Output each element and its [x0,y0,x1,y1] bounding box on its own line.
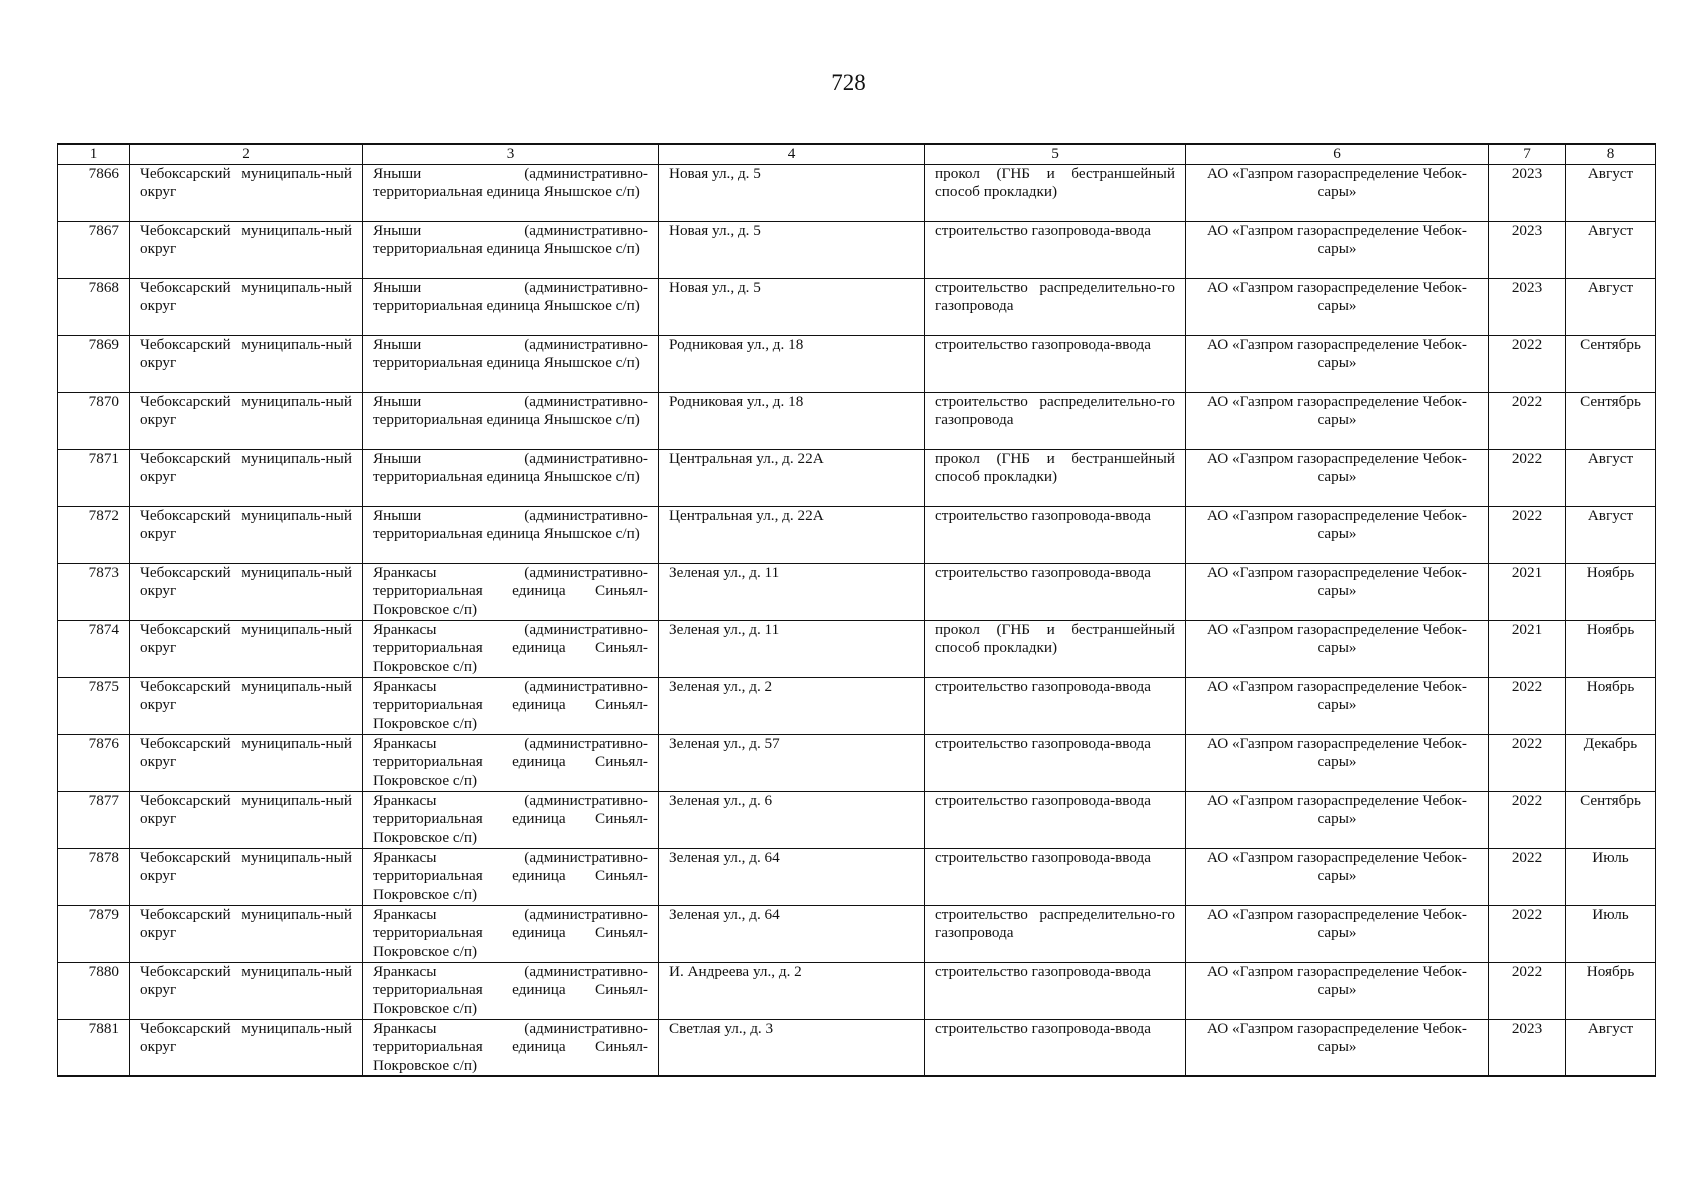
table-row [58,848,1656,905]
municipality-cell: Чебоксарский муниципаль-ный округ [130,392,363,449]
municipality-cell: Чебоксарский муниципаль-ный округ [130,563,363,620]
row-number-cell: 7869 [58,335,130,392]
year-cell: 2022 [1489,962,1566,1019]
work-type-cell: строительство газопровода-ввода [925,221,1186,278]
column-header-1: 1 [58,144,130,164]
work-type-cell: строительство газопровода-ввода [925,962,1186,1019]
work-type-cell: прокол (ГНБ и бестраншейный способ прокладки) [925,164,1186,221]
municipality-cell: Чебоксарский муниципаль-ный округ [130,506,363,563]
municipality-cell: Чебоксарский муниципаль-ный округ [130,677,363,734]
month-cell: Август [1566,221,1656,278]
settlement-cell: Яранкасы (административно-территориальная единица Синьял-Покровское с/п) [363,905,659,962]
settlement-cell: Яранкасы (административно-территориальная единица Синьял-Покровское с/п) [363,734,659,791]
address-cell: Центральная ул., д. 22А [659,449,925,506]
table-row [58,164,1656,221]
settlement-cell: Яныши (административно-территориальная единица Янышское с/п) [363,506,659,563]
organization-cell: АО «Газпром газораспределение Чебок-сары» [1186,449,1489,506]
work-type-cell: прокол (ГНБ и бестраншейный способ прокладки) [925,449,1186,506]
row-number-cell: 7872 [58,506,130,563]
month-cell: Август [1566,278,1656,335]
column-header-5: 5 [925,144,1186,164]
address-cell: Зеленая ул., д. 6 [659,791,925,848]
table-row [58,221,1656,278]
organization-cell: АО «Газпром газораспределение Чебок-сары» [1186,677,1489,734]
settlement-cell: Яранкасы (административно-территориальная единица Синьял-Покровское с/п) [363,791,659,848]
organization-cell: АО «Газпром газораспределение Чебок-сары» [1186,848,1489,905]
month-cell: Август [1566,506,1656,563]
organization-cell: АО «Газпром газораспределение Чебок-сары» [1186,905,1489,962]
work-type-cell: строительство газопровода-ввода [925,791,1186,848]
table-row [58,335,1656,392]
month-cell: Сентябрь [1566,335,1656,392]
row-number-cell: 7875 [58,677,130,734]
settlement-cell: Яныши (административно-территориальная единица Янышское с/п) [363,392,659,449]
row-number-cell: 7868 [58,278,130,335]
address-cell: Новая ул., д. 5 [659,278,925,335]
table-row [58,1019,1656,1076]
table-row [58,677,1656,734]
work-type-cell: строительство распределительно-го газопровода [925,905,1186,962]
settlement-cell: Яныши (административно-территориальная единица Янышское с/п) [363,278,659,335]
year-cell: 2022 [1489,449,1566,506]
table-body [58,164,1656,1076]
organization-cell: АО «Газпром газораспределение Чебок-сары» [1186,791,1489,848]
organization-cell: АО «Газпром газораспределение Чебок-сары» [1186,620,1489,677]
year-cell: 2021 [1489,620,1566,677]
year-cell: 2022 [1489,791,1566,848]
settlement-cell: Яныши (административно-территориальная единица Янышское с/п) [363,449,659,506]
work-type-cell: строительство распределительно-го газопровода [925,278,1186,335]
month-cell: Июль [1566,905,1656,962]
municipality-cell: Чебоксарский муниципаль-ный округ [130,962,363,1019]
table-row [58,620,1656,677]
row-number-cell: 7871 [58,449,130,506]
month-cell: Август [1566,164,1656,221]
work-type-cell: строительство газопровода-ввода [925,734,1186,791]
organization-cell: АО «Газпром газораспределение Чебок-сары» [1186,734,1489,791]
work-type-cell: строительство газопровода-ввода [925,563,1186,620]
year-cell: 2023 [1489,1019,1566,1076]
work-type-cell: строительство газопровода-ввода [925,335,1186,392]
settlement-cell: Яранкасы (административно-территориальная единица Синьял-Покровское с/п) [363,620,659,677]
work-type-cell: строительство газопровода-ввода [925,677,1186,734]
year-cell: 2023 [1489,164,1566,221]
column-header-6: 6 [1186,144,1489,164]
row-number-cell: 7876 [58,734,130,791]
table-row [58,791,1656,848]
row-number-cell: 7878 [58,848,130,905]
table-row [58,905,1656,962]
address-cell: Зеленая ул., д. 57 [659,734,925,791]
row-number-cell: 7874 [58,620,130,677]
municipality-cell: Чебоксарский муниципаль-ный округ [130,620,363,677]
month-cell: Декабрь [1566,734,1656,791]
organization-cell: АО «Газпром газораспределение Чебок-сары» [1186,563,1489,620]
organization-cell: АО «Газпром газораспределение Чебок-сары» [1186,962,1489,1019]
address-cell: Зеленая ул., д. 2 [659,677,925,734]
table-row [58,563,1656,620]
row-number-cell: 7873 [58,563,130,620]
municipality-cell: Чебоксарский муниципаль-ный округ [130,1019,363,1076]
month-cell: Август [1566,1019,1656,1076]
month-cell: Июль [1566,848,1656,905]
year-cell: 2022 [1489,677,1566,734]
municipality-cell: Чебоксарский муниципаль-ный округ [130,905,363,962]
column-header-7: 7 [1489,144,1566,164]
month-cell: Ноябрь [1566,620,1656,677]
year-cell: 2023 [1489,221,1566,278]
address-cell: Центральная ул., д. 22А [659,506,925,563]
address-cell: Зеленая ул., д. 64 [659,848,925,905]
address-cell: Зеленая ул., д. 11 [659,620,925,677]
month-cell: Август [1566,449,1656,506]
month-cell: Сентябрь [1566,392,1656,449]
organization-cell: АО «Газпром газораспределение Чебок-сары» [1186,164,1489,221]
year-cell: 2021 [1489,563,1566,620]
table-row [58,449,1656,506]
row-number-cell: 7877 [58,791,130,848]
municipality-cell: Чебоксарский муниципаль-ный округ [130,221,363,278]
municipality-cell: Чебоксарский муниципаль-ный округ [130,449,363,506]
settlement-cell: Яранкасы (административно-территориальная единица Синьял-Покровское с/п) [363,962,659,1019]
municipality-cell: Чебоксарский муниципаль-ный округ [130,335,363,392]
row-number-cell: 7881 [58,1019,130,1076]
address-cell: Родниковая ул., д. 18 [659,392,925,449]
page-number: 728 [831,70,866,95]
row-number-cell: 7867 [58,221,130,278]
work-type-cell: строительство газопровода-ввода [925,1019,1186,1076]
address-cell: Светлая ул., д. 3 [659,1019,925,1076]
row-number-cell: 7866 [58,164,130,221]
organization-cell: АО «Газпром газораспределение Чебок-сары» [1186,221,1489,278]
work-type-cell: строительство распределительно-го газопровода [925,392,1186,449]
settlement-cell: Яранкасы (административно-территориальная единица Синьял-Покровское с/п) [363,1019,659,1076]
address-cell: Зеленая ул., д. 64 [659,905,925,962]
year-cell: 2022 [1489,734,1566,791]
year-cell: 2022 [1489,392,1566,449]
work-type-cell: строительство газопровода-ввода [925,506,1186,563]
organization-cell: АО «Газпром газораспределение Чебок-сары» [1186,392,1489,449]
year-cell: 2022 [1489,506,1566,563]
table-row [58,734,1656,791]
address-cell: Зеленая ул., д. 11 [659,563,925,620]
column-header-4: 4 [659,144,925,164]
row-number-cell: 7880 [58,962,130,1019]
month-cell: Сентябрь [1566,791,1656,848]
month-cell: Ноябрь [1566,563,1656,620]
table-row [58,392,1656,449]
municipality-cell: Чебоксарский муниципаль-ный округ [130,848,363,905]
year-cell: 2022 [1489,335,1566,392]
month-cell: Ноябрь [1566,962,1656,1019]
column-number-row [58,144,1656,164]
organization-cell: АО «Газпром газораспределение Чебок-сары» [1186,335,1489,392]
work-type-cell: строительство газопровода-ввода [925,848,1186,905]
year-cell: 2023 [1489,278,1566,335]
column-header-8: 8 [1566,144,1656,164]
year-cell: 2022 [1489,848,1566,905]
municipality-cell: Чебоксарский муниципаль-ный округ [130,734,363,791]
address-cell: Родниковая ул., д. 18 [659,335,925,392]
row-number-cell: 7879 [58,905,130,962]
settlement-cell: Яранкасы (административно-территориальная единица Синьял-Покровское с/п) [363,563,659,620]
organization-cell: АО «Газпром газораспределение Чебок-сары» [1186,278,1489,335]
column-header-2: 2 [130,144,363,164]
work-type-cell: прокол (ГНБ и бестраншейный способ прокладки) [925,620,1186,677]
year-cell: 2022 [1489,905,1566,962]
table-row [58,962,1656,1019]
month-cell: Ноябрь [1566,677,1656,734]
settlement-cell: Яранкасы (административно-территориальная единица Синьял-Покровское с/п) [363,677,659,734]
address-cell: Новая ул., д. 5 [659,164,925,221]
settlement-cell: Яныши (административно-территориальная единица Янышское с/п) [363,164,659,221]
column-header-3: 3 [363,144,659,164]
settlement-cell: Яранкасы (административно-территориальная единица Синьял-Покровское с/п) [363,848,659,905]
table-row [58,506,1656,563]
address-cell: Новая ул., д. 5 [659,221,925,278]
row-number-cell: 7870 [58,392,130,449]
municipality-cell: Чебоксарский муниципаль-ный округ [130,164,363,221]
organization-cell: АО «Газпром газораспределение Чебок-сары» [1186,506,1489,563]
settlement-cell: Яныши (административно-территориальная единица Янышское с/п) [363,335,659,392]
address-cell: И. Андреева ул., д. 2 [659,962,925,1019]
table-row [58,278,1656,335]
register-table [57,143,1656,1077]
settlement-cell: Яныши (административно-территориальная единица Янышское с/п) [363,221,659,278]
organization-cell: АО «Газпром газораспределение Чебок-сары» [1186,1019,1489,1076]
municipality-cell: Чебоксарский муниципаль-ный округ [130,278,363,335]
municipality-cell: Чебоксарский муниципаль-ный округ [130,791,363,848]
